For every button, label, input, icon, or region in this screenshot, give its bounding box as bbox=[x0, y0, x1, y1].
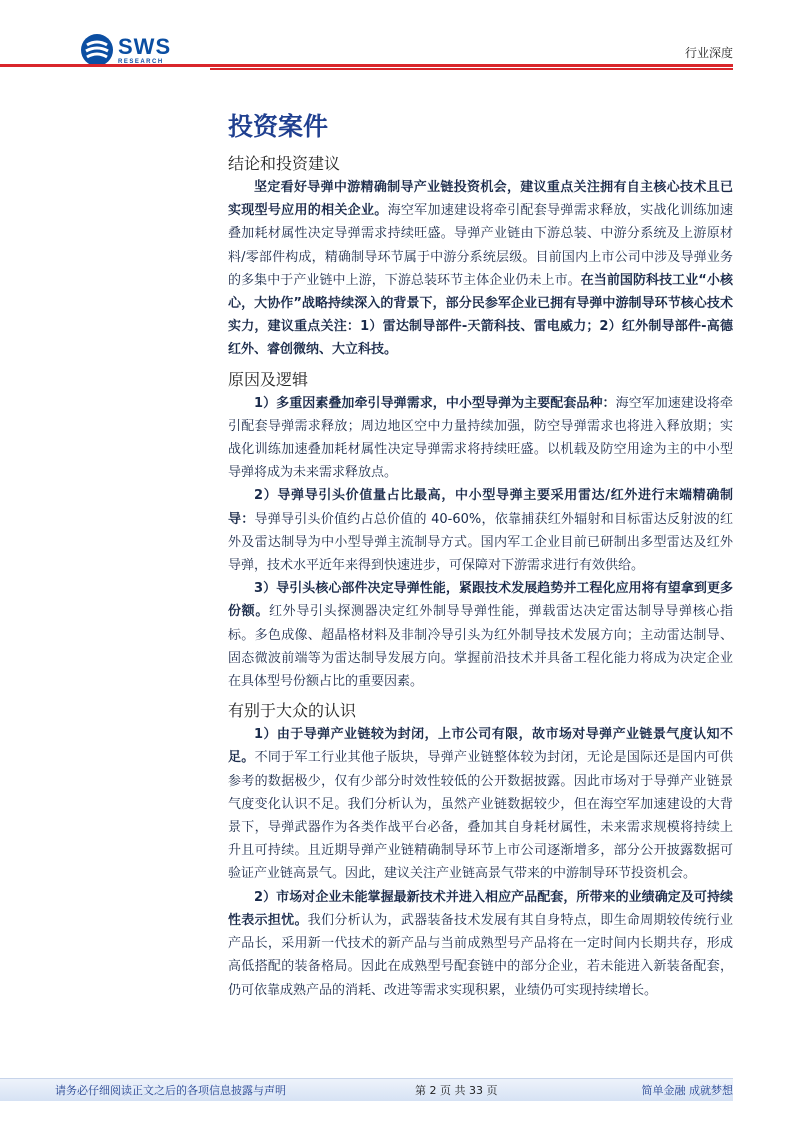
bold-text-run: 3）导引头核心部件决定导弹性能，紧跟技术发展趋势并工程化应用将有望拿到更多份额。 bbox=[228, 581, 733, 620]
bold-text-run: 1）由于导弹产业链较为封闭，上市公司有限，故市场对导弹产业链景气度认知不足。 bbox=[228, 727, 733, 766]
bold-text-run: 1）多重因素叠加牵引导弹需求，中小型导弹为主要配套品种： bbox=[254, 395, 616, 411]
body-paragraph bbox=[228, 886, 733, 1002]
body-paragraph bbox=[228, 392, 733, 485]
section-heading: 结论和投资建议 bbox=[228, 154, 341, 173]
text-run: 我们分析认为，武器装备技术发展有其自身特点，即生命周期较传统行业产品长，采用新一代技术的新产品与当前成熟型号产品将在一定时间内长期共存，形成高低搭配的装备格局。因此在成熟型号配套链中的部分企业，若未能进入新装备配套，仍可依靠成熟产品的消耗、改进等需求实现积累，业绩仍可实现持续增长。 bbox=[228, 912, 733, 998]
text-run: 海空军加速建设将牵引配套导弹需求释放；周边地区空中力量持续加强，防空导弹需求也将进入释放期；实战化训练加速叠加耗材属性决定导弹需求将持续旺盛。以机载及防空用途为主的中小型导弹将成为未来需求释放点。 bbox=[228, 395, 733, 481]
bold-text-run: 在当前国防科技工业“小核心，大协作”战略持续深入的背景下，部分民参军企业已拥有导弹中游制导环节核心技术实力，建议重点关注：1）雷达制导部件-天箭科技、雷电威力；2）红外制导部件-高德红外、睿创微纳、大立科技。 bbox=[228, 272, 733, 358]
header-divider bbox=[0, 64, 733, 67]
body-paragraph bbox=[228, 176, 733, 362]
report-category: 行业深度 bbox=[684, 46, 733, 60]
text-run: 导弹导引头价值约占总价值的 40-60%，依靠捕获红外辐射和目标雷达反射波的红外及雷达制导为中小型导弹主流制导方式。国内军工企业目前已研制出多型雷达及红外导弹，技术水平近年来得到快速进步，可保障对下游需求进行有效供给。 bbox=[228, 511, 733, 574]
text-run: 不同于军工行业其他子版块，导弹产业链整体较为封闭，无论是国际还是国内可供参考的数据极少，仅有少部分时效性较低的公开数据披露。因此市场对于导弹产业链景气度变化认识不足。我们分析认为，虽然产业链数据较少，但在海空军加速建设的大背景下，导弹武器作为各类作战平台必备，叠加其自身耗材属性，未来需求规模将持续上升且可持续。且近期导弹产业链精确制导环节上市公司逐渐增多，部分公开披露数据可验证产业链高景气。因此，建议关注产业链高景气带来的中游制导环节投资机会。 bbox=[228, 750, 733, 882]
footer-disclaimer: 请务必仔细阅读正文之后的各项信息披露与声明 bbox=[55, 1084, 286, 1097]
section-heading: 原因及逻辑 bbox=[228, 369, 309, 389]
header-divider-secondary bbox=[210, 68, 733, 70]
footer-slogan: 简单金融 成就梦想 bbox=[641, 1084, 733, 1097]
body-paragraph bbox=[228, 484, 733, 577]
main-content bbox=[228, 108, 733, 1002]
body-paragraph bbox=[228, 723, 733, 885]
sws-logo bbox=[80, 33, 171, 67]
page-header bbox=[0, 0, 793, 80]
sws-logo-mark-icon bbox=[80, 33, 114, 67]
logo-subtext: RESEARCH bbox=[118, 58, 164, 65]
section-heading: 有别于大众的认识 bbox=[228, 701, 357, 721]
bold-text-run: 坚定看好导弹中游精确制导产业链投资机会，建议重点关注拥有自主核心技术且已实现型号应用的相关企业。 bbox=[228, 180, 733, 219]
text-run: 红外导引头探测器决定红外制导导弹性能，弹载雷达决定雷达制导导弹核心指标。多色成像、超晶格材料及非制冷导引头为红外制导技术发展方向；主动雷达制导、固态微波前端等为雷达制导发展方向。掌握前沿技术并具备工程化能力将成为决定企业在具体型号份额占比的重要因素。 bbox=[228, 604, 733, 690]
page-number: 第 2 页 共 33 页 bbox=[415, 1084, 498, 1097]
bold-text-run: 2）市场对企业未能掌握最新技术并进入相应产品配套，所带来的业绩确定及可持续性表示担忧。 bbox=[228, 889, 733, 928]
page-footer bbox=[0, 1078, 793, 1102]
body-paragraph bbox=[228, 577, 733, 693]
bold-text-run: 2）导弹导引头价值量占比最高，中小型导弹主要采用雷达/红外进行末端精确制导： bbox=[228, 488, 733, 527]
text-run: 海空军加速建设将牵引配套导弹需求释放，实战化训练加速叠加耗材属性决定导弹需求持续旺盛。导弹产业链由下游总装、中游分系统及上游原材料/零部件构成，精确制导环节属于中游分系统层级。目前国内上市公司中涉及导弹业务的多集中于产业链中上游，下游总装环节主体企业仍未上市。 bbox=[228, 203, 733, 288]
logo-text: SWS bbox=[118, 33, 172, 59]
page-title: 投资案件 bbox=[228, 112, 329, 141]
